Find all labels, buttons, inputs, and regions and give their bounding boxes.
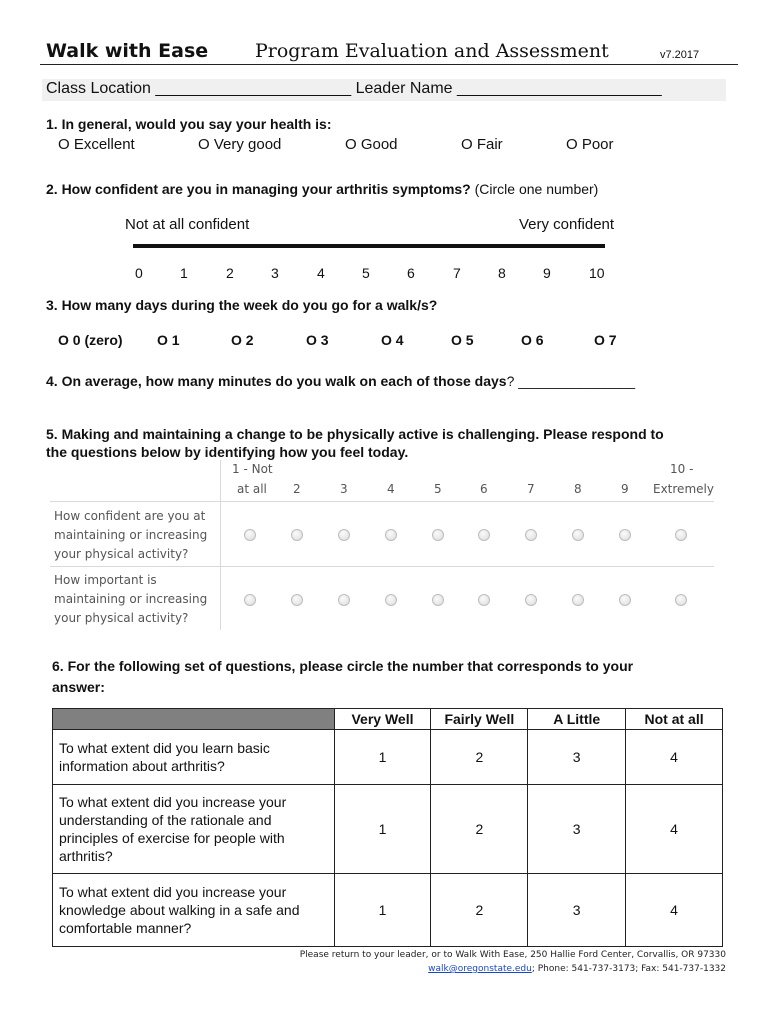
q5-row2-radio-6[interactable] (478, 594, 490, 606)
q5-row2-radio-5[interactable] (432, 594, 444, 606)
q6-header-a-little: A Little (528, 709, 626, 730)
q5-row2-radio-1[interactable] (244, 594, 256, 606)
q2-scale-3[interactable]: 3 (271, 265, 279, 281)
q5-row1-radio-6[interactable] (478, 529, 490, 541)
footer-phone-fax: ; Phone: 541-737-3173; Fax: 541-737-1332 (531, 964, 726, 974)
q6-row2-very-well[interactable]: 1 (334, 785, 431, 874)
q4-answer-blank[interactable]: ? _______________ (506, 373, 636, 389)
q6-row1-question: To what extent did you learn basic information about arthritis? (53, 730, 335, 785)
table-row (53, 874, 723, 947)
q5-row-confident: How confident are you at maintaining or increasing your physical activity? (54, 509, 208, 561)
q6-row1-not-at-all[interactable]: 4 (626, 730, 723, 785)
brand-title: Walk with Ease (46, 40, 209, 62)
q1-option-excellent[interactable]: O Excellent (58, 136, 135, 153)
q5-col-1-bottom: at all (237, 482, 267, 496)
q2-question: 2. How confident are you in managing your arthritis symptoms? (Circle one number) (46, 181, 599, 197)
q2-scale-2[interactable]: 2 (226, 265, 234, 281)
q5-col-2: 2 (293, 482, 301, 496)
table-row (53, 785, 723, 874)
q5-row2-radio-9[interactable] (619, 594, 631, 606)
page-title: Program Evaluation and Assessment (255, 40, 609, 62)
q5-grid-divider (220, 460, 221, 630)
q3-option-6[interactable]: O 6 (521, 332, 544, 348)
q6-header-fairly-well: Fairly Well (431, 709, 528, 730)
q2-scale-9[interactable]: 9 (543, 265, 551, 281)
q3-option-1[interactable]: O 1 (157, 332, 180, 348)
q6-header-row (53, 709, 723, 730)
q5-col-10-bottom: Extremely (653, 482, 714, 496)
q1-question: 1. In general, would you say your health is: (46, 116, 332, 132)
q5-row1-radio-9[interactable] (619, 529, 631, 541)
q6-row2-question: To what extent did you increase your understanding of the rationale and principles of exercise for people with arthritis? (53, 785, 335, 874)
q5-row1-radio-2[interactable] (291, 529, 303, 541)
q5-row2-radio-10[interactable] (675, 594, 687, 606)
q6-row3-very-well[interactable]: 1 (334, 874, 431, 947)
q6-row2-a-little[interactable]: 3 (528, 785, 626, 874)
footer-address: Please return to your leader, or to Walk With Ease, 250 Hallie Ford Center, Corvallis, OR 97330 (299, 950, 726, 960)
q2-scale-8[interactable]: 8 (498, 265, 506, 281)
q5-row1-radio-7[interactable] (525, 529, 537, 541)
q3-option-2[interactable]: O 2 (231, 332, 254, 348)
q3-option-0[interactable]: O 0 (zero) (58, 332, 123, 348)
q5-row1-radio-3[interactable] (338, 529, 350, 541)
q3-option-4[interactable]: O 4 (381, 332, 404, 348)
header-divider (40, 64, 738, 65)
q6-question-line1: 6. For the following set of questions, please circle the number that corresponds to your (52, 658, 634, 674)
q3-option-5[interactable]: O 5 (451, 332, 474, 348)
q6-header-very-well: Very Well (334, 709, 431, 730)
q5-grid-row-rule (50, 566, 714, 567)
q6-row1-fairly-well[interactable]: 2 (431, 730, 528, 785)
footer-contact (428, 964, 726, 974)
q6-row3-not-at-all[interactable]: 4 (626, 874, 723, 947)
q5-row1-radio-8[interactable] (572, 529, 584, 541)
q2-scale-1[interactable]: 1 (180, 265, 188, 281)
q5-row1-radio-1[interactable] (244, 529, 256, 541)
q3-option-3[interactable]: O 3 (306, 332, 329, 348)
q6-question-line2: answer: (52, 679, 105, 695)
q6-row2-not-at-all[interactable]: 4 (626, 785, 723, 874)
q2-high-label: Very confident (519, 216, 615, 233)
q5-row2-radio-3[interactable] (338, 594, 350, 606)
q5-col-1-top: 1 - Not (232, 462, 273, 476)
q6-table (52, 708, 723, 947)
q5-question-line2: the questions below by identifying how you feel today. (46, 444, 409, 460)
q6-row3-question: To what extent did you increase your knowledge about walking in a safe and comfortable manner? (53, 874, 335, 947)
q5-col-3: 3 (340, 482, 348, 496)
q5-col-7: 7 (527, 482, 535, 496)
q3-question: 3. How many days during the week do you go for a walk/s? (46, 297, 438, 313)
q6-row2-fairly-well[interactable]: 2 (431, 785, 528, 874)
q1-option-fair[interactable]: O Fair (461, 136, 503, 153)
q2-scale-7[interactable]: 7 (453, 265, 461, 281)
q5-row1-radio-4[interactable] (385, 529, 397, 541)
q6-row3-a-little[interactable]: 3 (528, 874, 626, 947)
q5-col-10-top: 10 - (670, 462, 694, 476)
q5-col-8: 8 (574, 482, 582, 496)
q5-row2-radio-7[interactable] (525, 594, 537, 606)
q2-scale-5[interactable]: 5 (362, 265, 370, 281)
q6-header-not-at-all: Not at all (626, 709, 723, 730)
q2-low-label: Not at all confident (125, 216, 250, 233)
q5-col-4: 4 (387, 482, 395, 496)
version-label: v7.2017 (660, 49, 700, 61)
q5-row2-radio-2[interactable] (291, 594, 303, 606)
q6-header-blank (53, 709, 335, 730)
q2-note: (Circle one number) (470, 181, 599, 197)
q5-col-6: 6 (480, 482, 488, 496)
q6-row1-a-little[interactable]: 3 (528, 730, 626, 785)
q3-option-7[interactable]: O 7 (594, 332, 617, 348)
q6-row1-very-well[interactable]: 1 (334, 730, 431, 785)
q5-question-line1: 5. Making and maintaining a change to be physically active is challenging. Please respond to (46, 426, 664, 442)
q2-scale-4[interactable]: 4 (317, 265, 325, 281)
q5-row-important: How important is maintaining or increasing your physical activity? (54, 573, 208, 625)
q1-option-good[interactable]: O Good (345, 136, 398, 153)
q1-option-poor[interactable]: O Poor (566, 136, 614, 153)
q6-row3-fairly-well[interactable]: 2 (431, 874, 528, 947)
class-location-leader-line[interactable]: Class Location ______________________ Leader Name _______________________ (46, 80, 662, 97)
footer-email-link[interactable]: walk@oregonstate.edu (428, 964, 532, 974)
q2-scale-0[interactable]: 0 (135, 265, 143, 281)
q5-grid-header-rule (50, 501, 714, 502)
q2-scale-line (133, 244, 605, 248)
q2-scale-6[interactable]: 6 (407, 265, 415, 281)
table-row (53, 730, 723, 785)
q2-scale-10[interactable]: 10 (589, 265, 605, 281)
q5-row2-radio-4[interactable] (385, 594, 397, 606)
q5-col-5: 5 (434, 482, 442, 496)
q1-option-very-good[interactable]: O Very good (198, 136, 282, 153)
q5-row1-radio-10[interactable] (675, 529, 687, 541)
q5-col-9: 9 (621, 482, 629, 496)
q4-question: 4. On average, how many minutes do you walk on each of those days? _______________ (46, 373, 636, 389)
q5-row2-radio-8[interactable] (572, 594, 584, 606)
q5-row1-radio-5[interactable] (432, 529, 444, 541)
